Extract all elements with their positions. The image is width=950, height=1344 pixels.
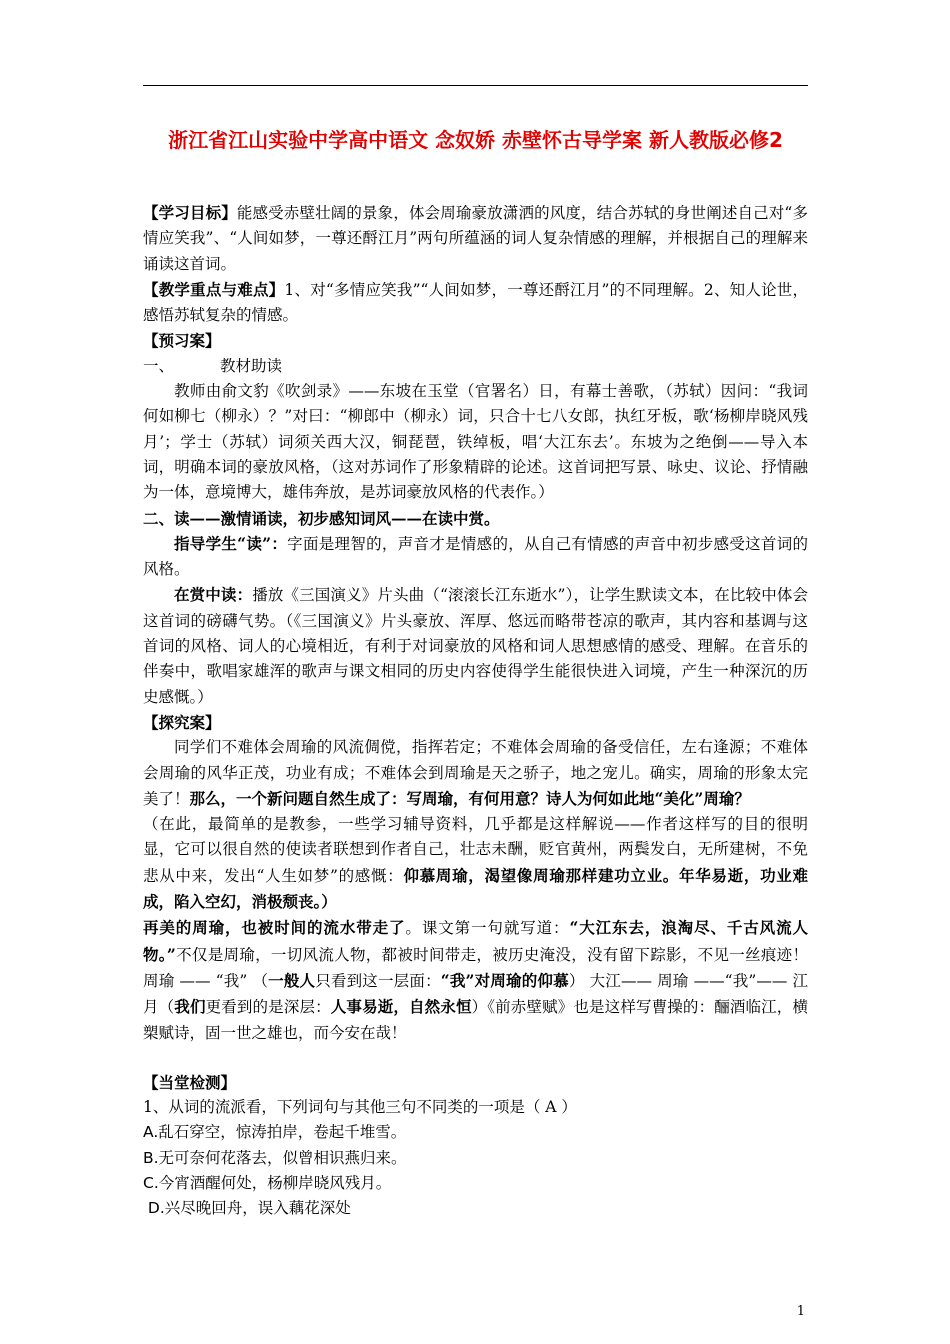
goals-label: 【学习目标】 (143, 203, 237, 222)
document-body (143, 200, 808, 1222)
test-heading: 【当堂检测】 (143, 1072, 237, 1092)
explore-p1-text: 同学们不难体会周瑜的风流倜傥，指挥若定；不难体会周瑜的备受信任，左右逢源；不难体会周瑜的风华正茂，功业有成；不难体会到周瑜是天之骄子，地之宠儿。确实，周瑜的形象太完美了！ (143, 738, 808, 808)
enjoy-paragraph (143, 582, 808, 709)
page-title: 浙江省江山实验中学高中语文 念奴娇 赤壁怀古导学案 新人教版必修2 (168, 128, 783, 152)
section-2-heading: 二、读——激情诵读，初步感知词风——在读中赏。 (143, 508, 500, 528)
explore-paragraph-2 (143, 812, 808, 915)
explore-paragraph-3 (143, 915, 808, 1045)
explore-p3-bold-6: 人事易逝，自然永恒 (330, 997, 472, 1017)
learning-goals (143, 200, 808, 277)
goals-text: 能感受赤壁壮阔的景象，体会周瑜豪放潇洒的风度，结合苏轼的身世阐述自己对“多情应笑我”、“人间如梦，一尊还酹江月”两句所蕴涵的词人复杂情感的理解，并根据自己的理解来诵读这首词。 (143, 204, 808, 273)
test-question: 1、从词的流派看，下列词句与其他三句不同类的一项是（ A ） (143, 1098, 577, 1117)
keypoints-text: 1、对“多情应笑我”“人间如梦，一尊还酹江月”的不同理解。2、知人论世，感悟苏轼复杂的情感。 (143, 280, 808, 325)
explore-p3-bold-1: 再美的周瑜，也被时间的流水带走了 (143, 918, 406, 938)
keypoints-label: 【教学重点与难点】 (143, 279, 285, 299)
page-number: 1 (796, 1304, 805, 1319)
explore-p3-text-1: 。课文第一句就写道： (405, 919, 570, 938)
explore-heading: 【探究案】 (143, 712, 221, 732)
section-1-number: 一、 (143, 356, 175, 375)
explore-p3-text-3: 只看到这一层面： (315, 971, 441, 990)
explore-p3-text-6: ）《前赤壁赋》也是这样写曹操的：酾酒临江，横槊赋诗，固一世之雄也，而今安在哉！ (143, 998, 808, 1042)
option-d: D.兴尽晚回舟，误入藕花深处 (143, 1199, 351, 1218)
explore-p3-bold-2: “大江东去，浪淘尽、千古风流人物。” (143, 918, 808, 964)
explore-p3-text-5: 更看到的是深层： (205, 998, 331, 1017)
explore-paragraph-1 (143, 735, 808, 812)
explore-p3-text-4: ） 大江—— 周瑜 ——“我”—— 江月（ (143, 971, 808, 1017)
option-c: C.今宵酒醒何处，杨柳岸晓风残月。 (143, 1173, 392, 1192)
explore-p3-bold-5: 我们 (174, 997, 206, 1017)
explore-p1-bold: 那么，一个新问题自然生成了：写周瑜，有何用意？诗人为何如此地“美化”周瑜？ (189, 788, 750, 808)
option-a: A.乱石穿空，惊涛拍岸，卷起千堆雪。 (143, 1123, 407, 1142)
enjoy-label: 在赏中读： (174, 585, 253, 605)
explore-p2-text: （在此，最简单的是教参，一些学习辅导资料，几乎都是这样解说——作者这样写的目的很明显，它可以很自然的使读者联想到作者自己，壮志未酬，贬官黄州，两鬓发白，无所建树，不免悲从中来，发出“人生如梦”的感慨： (143, 815, 808, 885)
explore-p3-text-2: 不仅是周瑜，一切风流人物，都被时间带走，被历史淹没，没有留下踪影，不见一丝痕迹！周瑜 —— “我” （ (143, 945, 808, 990)
preview-heading: 【预习案】 (143, 331, 221, 351)
section-1-heading (143, 354, 808, 379)
explore-p3-bold-4: “我”对周瑜的仰慕 (440, 970, 569, 990)
guide-label: 指导学生“读”： (174, 533, 288, 553)
guide-text: 字面是理智的，声音才是情感的，从自己有情感的声音中初步感受这首词的风格。 (143, 534, 808, 579)
spacer (143, 1046, 808, 1070)
section-1-paragraph: 教师由俞文豹《吹剑录》——东坡在玉堂（官署名）日，有幕士善歌，（苏轼）因问：“我词何如柳七（柳永）？”对曰：“柳郎中（柳永）词，只合十七八女郎，执红牙板，歌‘杨柳岸晓风残月’；学士（苏轼）词须关西大汉，铜琵琶，铁绰板，唱‘大江东去’。东坡为之绝倒——导入本词，明确本词的豪放风格，（这对苏词作了形象精辟的论述。这首词把写景、咏史、议论、抒情融为一体，意境博大，雄伟奔放，是苏词豪放风格的代表作。） (143, 382, 808, 502)
explore-p2-bold: 仰慕周瑜，渴望像周瑜那样建功立业。年华易逝，功业难成，陷入空幻，消极颓丧。） (143, 865, 808, 912)
header-rule (143, 85, 808, 86)
guide-paragraph (143, 531, 808, 583)
option-b: B.无可奈何花落去，似曾相识燕归来。 (143, 1148, 407, 1167)
enjoy-text: 播放《三国演义》片头曲（“滚滚长江东逝水”），让学生默读文本，在比较中体会这首词的磅礴气势。（《三国演义》片头豪放、浑厚、悠远而略带苍凉的歌声，其内容和基调与这首词的风格、词人的心境相近，有利于对词豪放的风格和词人思想感情的感受、理解。在音乐的伴奏中，歌唱家雄浑的歌声与课文相同的历史内容使得学生能很快进入词境，产生一种深沉的历史感慨。） (143, 586, 808, 706)
key-points (143, 277, 808, 329)
section-1-title: 教材助读 (220, 356, 283, 375)
explore-p3-bold-3: 一般人 (268, 970, 316, 990)
